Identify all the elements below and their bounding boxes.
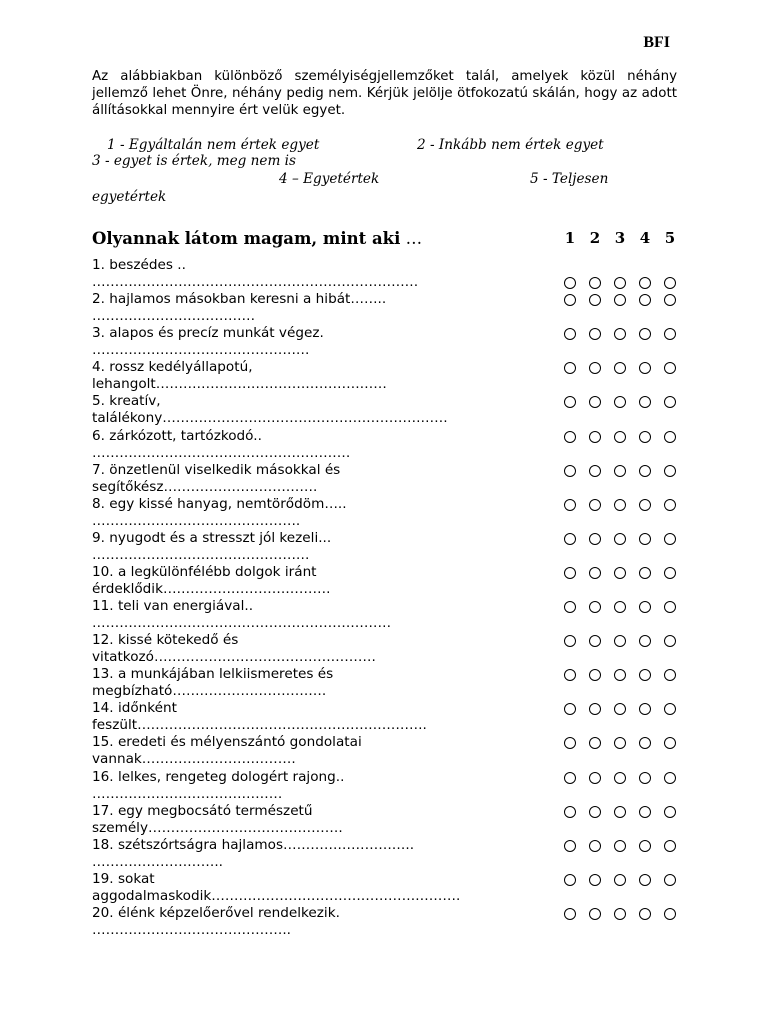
scale-option-1: 1 - Egyáltalán nem értek egyet [107,137,320,153]
rating-radio-5[interactable] [664,703,676,715]
item-text: 9. nyugodt és a stresszt jól kezeli... [92,530,332,546]
item-text-continuation: ………………………………………… [92,342,310,358]
list-item [92,257,562,291]
rating-radio-1[interactable] [564,533,576,545]
rating-radio-3[interactable] [614,908,626,920]
item-text: 15. eredeti és mélyenszántó gondolatai [92,734,362,750]
item-text: 17. egy megbocsátó természetű [92,803,313,819]
rating-options [0,465,130,479]
item-text: 13. a munkájában lelkiismeretes és [92,666,334,682]
rating-radio-5[interactable] [664,396,676,408]
rating-radio-5[interactable] [664,533,676,545]
rating-radio-3[interactable] [614,396,626,408]
rating-options [0,499,130,513]
rating-radio-2[interactable] [589,328,601,340]
scale-column-header-5: 5 [664,229,676,247]
rating-radio-3[interactable] [614,294,626,306]
item-text: 14. időnként [92,700,177,716]
rating-radio-2[interactable] [589,601,601,613]
rating-radio-4[interactable] [639,601,651,613]
rating-radio-2[interactable] [589,772,601,784]
rating-radio-2[interactable] [589,908,601,920]
question-heading-text: Olyannak látom magam, mint aki [92,229,401,248]
list-item [92,905,562,939]
scale-option-4: 4 – Egyetértek [279,171,380,187]
rating-options [0,737,130,751]
rating-radio-1[interactable] [564,806,576,818]
item-text-continuation: ……………………………… [92,308,256,324]
rating-radio-5[interactable] [664,669,676,681]
list-item [92,291,562,325]
rating-radio-5[interactable] [664,601,676,613]
rating-radio-1[interactable] [564,840,576,852]
item-text-continuation: érdeklődik………………………………. [92,581,331,597]
rating-options [0,806,130,820]
rating-radio-2[interactable] [589,669,601,681]
rating-radio-4[interactable] [639,294,651,306]
list-item [92,564,562,598]
rating-radio-3[interactable] [614,465,626,477]
list-item [92,871,562,905]
rating-options [0,277,130,291]
rating-radio-1[interactable] [564,635,576,647]
rating-options [0,840,130,854]
rating-radio-4[interactable] [639,703,651,715]
rating-radio-2[interactable] [589,567,601,579]
rating-options [0,431,130,445]
page-title: BFI [643,34,670,51]
item-text-continuation: lehangolt…………………………………………… [92,376,387,392]
rating-options [0,635,130,649]
instructions-text: Az alábbiakban különböző személyiségjellemzőket talál, amelyek közül néhány jellemző lehet Önre, néhány pedig nem. Kérjük jelölje ötfokozatú skálán, hogy az adott állításokkal mennyire ért velük egyet. [92,69,677,118]
item-text-continuation: találékony……………………………………………………… [92,410,448,426]
rating-radio-4[interactable] [639,465,651,477]
item-text: 6. zárkózott, tartózkodó.. [92,428,262,444]
item-text: 3. alapos és precíz munkát végez. [92,325,324,341]
rating-radio-3[interactable] [614,737,626,749]
item-text-continuation: ………………………………………… [92,547,310,563]
rating-radio-1[interactable] [564,396,576,408]
rating-radio-5[interactable] [664,806,676,818]
scale-legend-row-3 [92,171,692,188]
rating-radio-3[interactable] [614,533,626,545]
rating-radio-4[interactable] [639,874,651,886]
scale-option-2: 2 - Inkább nem értek egyet [417,137,604,153]
rating-radio-2[interactable] [589,396,601,408]
rating-radio-5[interactable] [664,567,676,579]
item-text-continuation: ………………………………………. [92,513,301,529]
rating-radio-1[interactable] [564,431,576,443]
rating-options [0,567,130,581]
list-item [92,734,562,768]
item-text-continuation: ……………………………………………………………… [92,274,419,290]
rating-radio-3[interactable] [614,840,626,852]
item-text: 19. sokat [92,871,155,887]
scale-column-header-3: 3 [614,229,626,247]
rating-radio-4[interactable] [639,396,651,408]
rating-radio-5[interactable] [664,840,676,852]
rating-radio-1[interactable] [564,669,576,681]
rating-radio-5[interactable] [664,908,676,920]
rating-radio-4[interactable] [639,533,651,545]
list-item [92,359,562,393]
rating-radio-4[interactable] [639,669,651,681]
item-text-continuation: ………………………………………………… [92,445,351,461]
rating-options [0,669,130,683]
list-item [92,837,562,871]
rating-radio-5[interactable] [664,499,676,511]
rating-radio-3[interactable] [614,703,626,715]
rating-radio-1[interactable] [564,362,576,374]
rating-radio-1[interactable] [564,601,576,613]
rating-radio-3[interactable] [614,567,626,579]
rating-radio-5[interactable] [664,294,676,306]
list-item [92,632,562,666]
list-item [92,700,562,734]
item-text-continuation: személy……………………………………. [92,820,343,836]
rating-radio-1[interactable] [564,499,576,511]
item-text: 10. a legkülönfélébb dolgok iránt [92,564,317,580]
rating-options [0,874,130,888]
scale-option-3: 3 - egyet is értek, meg nem is [92,153,297,169]
item-text: 8. egy kissé hanyag, nemtörődöm….. [92,496,347,512]
rating-radio-2[interactable] [589,874,601,886]
rating-radio-4[interactable] [639,328,651,340]
rating-radio-3[interactable] [614,499,626,511]
rating-radio-5[interactable] [664,328,676,340]
scale-column-header-2: 2 [589,229,601,247]
item-text-continuation: vitatkozó…………………………………………. [92,649,376,665]
rating-radio-1[interactable] [564,328,576,340]
rating-radio-1[interactable] [564,737,576,749]
rating-radio-5[interactable] [664,362,676,374]
rating-radio-3[interactable] [614,874,626,886]
list-item [92,530,562,564]
scale-legend-row-1 [92,137,692,154]
item-text-continuation: ………………………………………………………… [92,615,392,631]
rating-radio-3[interactable] [614,328,626,340]
list-item [92,496,562,530]
list-item [92,393,562,427]
item-text-continuation: feszült………………………………………………………. [92,717,427,733]
item-text: 18. szétszórtságra hajlamos……………………….. [92,837,415,853]
rating-radio-3[interactable] [614,806,626,818]
rating-radio-1[interactable] [564,277,576,289]
rating-options [0,601,130,615]
scale-option-5: 5 - Teljesen [530,171,609,187]
rating-radio-2[interactable] [589,277,601,289]
rating-radio-1[interactable] [564,772,576,784]
rating-radio-5[interactable] [664,874,676,886]
scale-legend-row-2 [92,153,692,170]
rating-radio-2[interactable] [589,806,601,818]
rating-radio-4[interactable] [639,362,651,374]
rating-radio-5[interactable] [664,772,676,784]
item-text: 16. lelkes, rengeteg dologért rajong.. [92,769,345,785]
rating-radio-1[interactable] [564,465,576,477]
scale-column-header-1: 1 [564,229,576,247]
rating-radio-1[interactable] [564,874,576,886]
item-text: 7. önzetlenül viselkedik másokkal és [92,462,341,478]
rating-radio-2[interactable] [589,533,601,545]
item-text-continuation: segítőkész……………………………. [92,479,318,495]
scale-column-header-4: 4 [639,229,651,247]
rating-options [0,908,130,922]
question-heading-dots: … [400,229,423,248]
item-text-continuation: vannak……………………………. [92,751,296,767]
rating-radio-5[interactable] [664,277,676,289]
item-text-continuation: megbízható……………………………. [92,683,327,699]
rating-radio-5[interactable] [664,465,676,477]
rating-options [0,396,130,410]
rating-radio-4[interactable] [639,840,651,852]
rating-radio-2[interactable] [589,294,601,306]
rating-options [0,703,130,717]
item-text: 12. kissé kötekedő és [92,632,239,648]
rating-radio-4[interactable] [639,567,651,579]
rating-radio-4[interactable] [639,908,651,920]
item-text: 2. hajlamos másokban keresni a hibát…….. [92,291,387,307]
rating-radio-4[interactable] [639,772,651,784]
rating-radio-2[interactable] [589,465,601,477]
list-item [92,769,562,803]
rating-radio-3[interactable] [614,772,626,784]
item-text-continuation: …………………………………… [92,786,283,802]
rating-radio-3[interactable] [614,669,626,681]
list-item [92,803,562,837]
rating-radio-3[interactable] [614,277,626,289]
rating-radio-4[interactable] [639,806,651,818]
rating-radio-2[interactable] [589,431,601,443]
rating-options [0,362,130,376]
item-text: 20. élénk képzelőerővel rendelkezik. [92,905,340,921]
item-text-continuation: …………………………………….. [92,922,291,938]
rating-options [0,328,130,342]
rating-radio-2[interactable] [589,737,601,749]
rating-radio-3[interactable] [614,431,626,443]
rating-radio-5[interactable] [664,431,676,443]
rating-radio-4[interactable] [639,737,651,749]
rating-radio-3[interactable] [614,635,626,647]
rating-radio-2[interactable] [589,635,601,647]
rating-radio-3[interactable] [614,601,626,613]
item-text: 11. teli van energiával.. [92,598,254,614]
rating-options [0,772,130,786]
question-heading [92,228,422,250]
rating-radio-2[interactable] [589,499,601,511]
item-text: 1. beszédes .. [92,257,186,273]
item-text: 4. rossz kedélyállapotú, [92,359,253,375]
rating-radio-1[interactable] [564,294,576,306]
list-item [92,666,562,700]
item-text: 5. kreatív, [92,393,161,409]
list-item [92,462,562,496]
rating-radio-2[interactable] [589,703,601,715]
rating-radio-4[interactable] [639,499,651,511]
rating-radio-4[interactable] [639,277,651,289]
rating-radio-1[interactable] [564,703,576,715]
list-item [92,598,562,632]
rating-options [0,533,130,547]
scale-option-5-cont: egyetértek [92,189,167,205]
rating-options [0,294,130,308]
list-item [92,428,562,462]
list-item [92,325,562,359]
rating-radio-2[interactable] [589,840,601,852]
rating-radio-3[interactable] [614,362,626,374]
item-text-continuation: ……………………….. [92,854,223,870]
rating-radio-5[interactable] [664,737,676,749]
scale-legend-row-4 [92,189,692,206]
rating-radio-4[interactable] [639,635,651,647]
rating-radio-2[interactable] [589,362,601,374]
rating-radio-1[interactable] [564,567,576,579]
rating-radio-4[interactable] [639,431,651,443]
item-text-continuation: aggodalmaskodik………………………………………………. [92,888,461,904]
rating-radio-5[interactable] [664,635,676,647]
rating-radio-1[interactable] [564,908,576,920]
